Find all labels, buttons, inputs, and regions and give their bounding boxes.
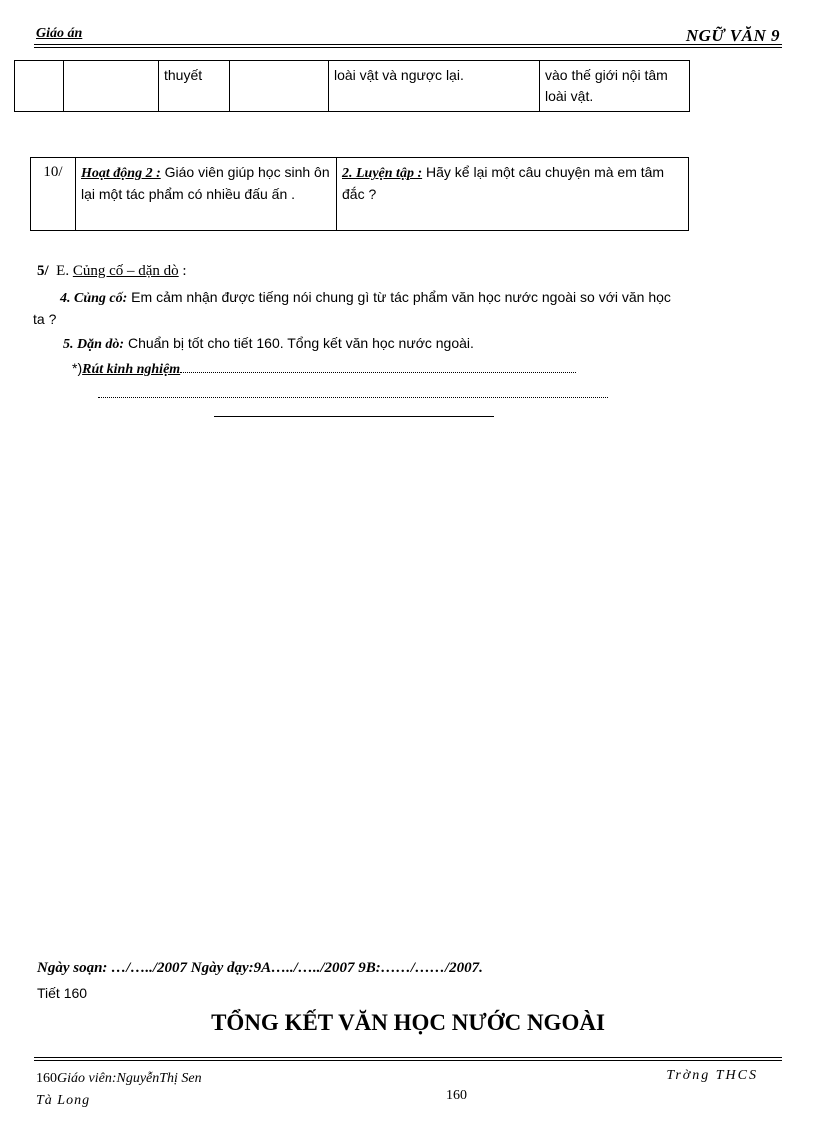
consolidation-label: 4. Củng cố: <box>60 291 128 306</box>
experience-label: Rút kinh nghiệm <box>82 362 181 377</box>
table-cell: thuyết <box>159 61 230 112</box>
table-row <box>31 158 689 231</box>
experience-prefix: *) <box>72 360 83 376</box>
table-cell <box>64 61 159 112</box>
content-cell <box>337 158 689 231</box>
section-title: Củng cố – dặn dò <box>72 263 179 279</box>
table-cell <box>230 61 329 112</box>
page-number: 160 <box>446 1088 467 1103</box>
activity-label: Hoạt động 2 : <box>81 166 161 181</box>
homework-line <box>63 333 474 355</box>
section-letter: E. <box>56 263 70 279</box>
section-colon: : <box>178 263 187 279</box>
homework-text: Chuẩn bị tốt cho tiết 160. Tổng kết văn học nước ngoài. <box>124 335 474 351</box>
consolidation-continued: ta ? <box>33 311 57 327</box>
header-left: Giáo án <box>36 26 83 41</box>
experience-line <box>72 358 576 380</box>
table-row <box>15 61 690 112</box>
time-cell: 10/ <box>31 158 76 231</box>
section-heading <box>37 261 187 281</box>
consolidation-text: Em cảm nhận được tiếng nói chung gì từ tác phẩm văn học nước ngoài so với văn học <box>127 289 671 305</box>
lesson-dates: Ngày soạn: …/…../2007 Ngày dạy:9A…../…../2007 9B:……/……/2007. <box>37 960 483 976</box>
footer-school: Trờng THCS <box>666 1068 758 1083</box>
footer-place: Tà Long <box>36 1093 91 1108</box>
header-rule <box>34 44 782 45</box>
lesson-table-continued <box>14 60 690 112</box>
dotted-fill-2 <box>98 385 608 398</box>
practice-label: 2. Luyện tập : <box>342 166 423 181</box>
lesson-title: TỔNG KẾT VĂN HỌC NƯỚC NGOÀI <box>211 1010 605 1035</box>
separator-line <box>214 416 494 417</box>
teacher-activity-cell <box>76 158 337 231</box>
footer-rule-2 <box>34 1060 782 1061</box>
table-cell <box>15 61 64 112</box>
homework-label: 5. Dặn dò: <box>63 337 125 352</box>
footer-page-prefix: 160 <box>36 1071 57 1086</box>
section-number: 5/ <box>37 263 49 279</box>
table-cell: vào thế giới nội tâm loài vật. <box>540 61 690 112</box>
header-rule-2 <box>34 47 782 48</box>
footer-teacher: Giáo viên:NguyễnThị Sen <box>57 1071 202 1086</box>
footer-rule <box>34 1057 782 1058</box>
activity-text: Giáo viên giúp học sinh ôn lại một tác phẩm có nhiều đấu ấn . <box>81 164 330 202</box>
header-subject: NGỮ VĂN 9 <box>685 26 780 45</box>
practice-text: Hãy kể lại một câu chuyện mà em tâm đắc ? <box>342 164 665 202</box>
consolidation-line <box>60 287 671 309</box>
dotted-fill <box>180 360 576 373</box>
period-number: Tiết 160 <box>37 985 88 1001</box>
footer-left <box>36 1068 202 1112</box>
activity-table <box>30 157 689 231</box>
table-cell: loài vật và ngược lại. <box>329 61 540 112</box>
